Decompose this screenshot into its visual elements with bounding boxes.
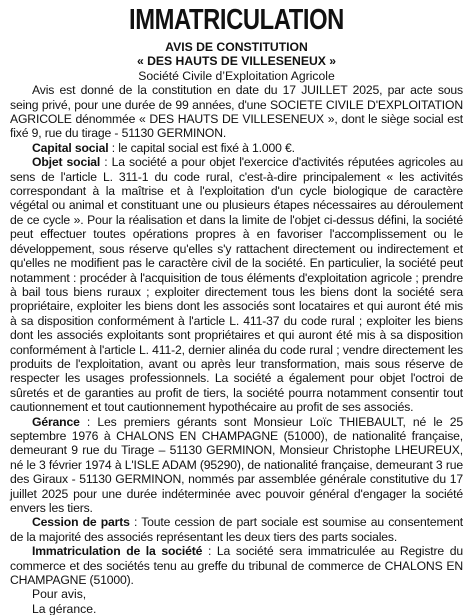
company-type: Société Civile d’Exploitation Agricole — [138, 68, 335, 83]
paragraph-objet-text: : La société a pour objet l'exercice d'activités réputées agricoles au sens de l'article L. 311-1 du code rural, c'est-à-dire principalement « les activités correspondant à la maîtrise et à l'exploitation d'un cycle biologique de caractère végétal ou animal et constituant une ou plusieurs étapes nécessaires au déroulement de ce cycle ». Pour la réalisation et dans la limite de l'objet ci-dessus défini, la société peut effectuer toutes opérations propres à en favoriser l'accomplissement ou le développement, sous réserve qu'elles s'y rattachent directement ou indirectement et qu'elles ne modifient pas le caractère civil de la société. En particulier, la société peut notamment : procéder à l'acquisition de tous éléments d'exploitation agricole ; prendre à bail tous biens ruraux ; exploiter directement tous les biens dont la société sera propriétaire, exploiter les biens dont les associés sont locataires et qui auront été mis à sa disposition conformément à l'article L. 411-37 du code rural ; exploiter les biens dont les associés exploitants sont propriétaires et qui auront été mis à sa disposition conformément à l'article L. 411-2, dernier alinéa du code rural ; vendre directement les produits de l'exploitation, avant ou après leur transformation, mais sous réserve de respecter les usages professionnels. La société a également pour objet l'octroi de sûretés et de garanties au profit de tiers, la société pourra notamment consentir tout cautionnement et tout cautionnement hypothécaire au profit de ses associés. — [10, 155, 463, 415]
paragraph-capital-label: Capital social — [32, 140, 109, 155]
notice-heading: AVIS DE CONSTITUTION — [165, 40, 308, 54]
paragraph-immatriculation — [10, 544, 463, 587]
paragraph-objet-label: Objet social — [32, 155, 101, 170]
closing-line-2: La gérance. — [32, 601, 97, 615]
company-name: « DES HAUTS DE VILLESENEUX » — [136, 54, 337, 69]
paragraph-capital-text: : le capital social est fixé à 1.000 €. — [108, 140, 295, 155]
paragraph-intro — [10, 83, 463, 141]
section-title: IMMATRICULATION — [129, 4, 344, 36]
paragraph-cession-text: : Toute cession de part sociale est soumise au consentement de la majorité des associés représentant les deux tiers des parts sociales. — [10, 515, 463, 544]
paragraph-gerance-label: Gérance — [32, 414, 80, 429]
paragraph-cession-label: Cession de parts — [32, 515, 130, 530]
paragraph-gerance-text: : Les premiers gérants sont Monsieur Loïc THIEBAULT, né le 25 septembre 1976 à CHALONS EN CHAMPAGNE (51000), de nationalité française, demeurant 9 rue du Tirage – 51130 GERMINON, Monsieur Christophe LHEUREUX, né le 3 février 1974 à L'ISLE ADAM (95290), de nationalité française, demeurant 3 rue des Giraux - 51130 GERMINON, nommés par assemblée générale constitutive du 17 juillet 2025 pour une durée indéterminée avec pouvoir général d'engager la société envers les tiers. — [10, 414, 463, 515]
paragraph-gerance — [10, 415, 463, 516]
closing-line-1: Pour avis, — [32, 587, 87, 602]
paragraph-immatriculation-label: Immatriculation de la société — [32, 544, 203, 559]
paragraph-intro-text: Avis est donné de la constitution en date du 17 JUILLET 2025, par acte sous seing privé, pour une durée de 99 années, d'une SOCIETE CIVILE D'EXPLOITATION AGRICOLE dénommée « DES HAUTS DE VILLESENEUX », dont le siège social est fixé 9, rue du tirage - 51130 GERMINON. — [10, 83, 463, 141]
paragraph-objet — [10, 155, 463, 414]
paragraph-immatriculation-text: : La société sera immatriculée au Registre du commerce et des sociétés tenu au greffe du tribunal de commerce de CHALONS EN CHAMPAGNE (51000). — [10, 544, 463, 588]
paragraph-cession — [10, 515, 463, 544]
paragraph-capital — [10, 141, 463, 155]
